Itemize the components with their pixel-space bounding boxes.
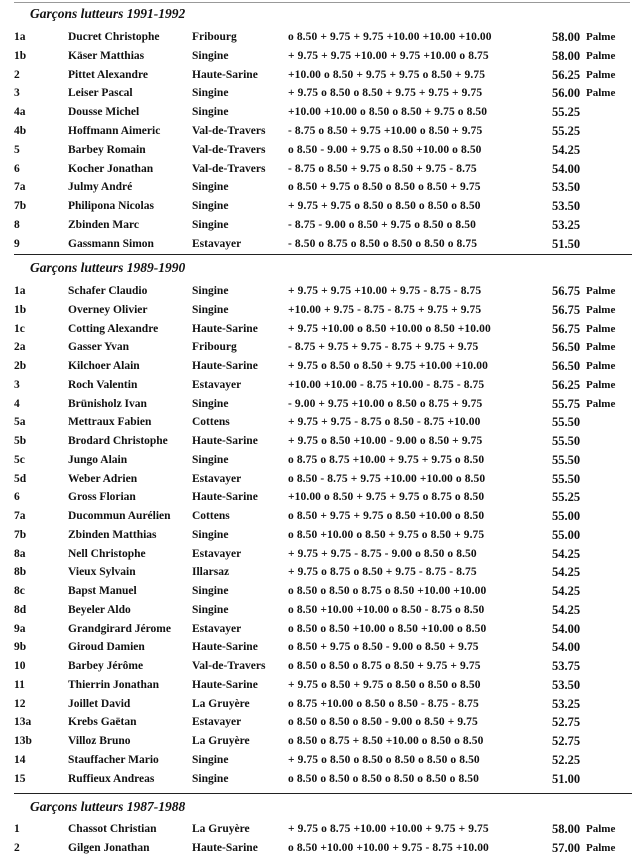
result-row [0, 160, 644, 178]
result-row [0, 601, 644, 619]
total-score: 58.00 [552, 822, 581, 836]
club-name: Estavayer [192, 547, 242, 560]
result-row [0, 235, 644, 253]
round-scores: - 8.75 + 9.75 + 9.75 - 8.75 + 9.75 + 9.75 [288, 341, 479, 354]
rank-cell: 9b [14, 641, 27, 654]
rank-cell: 2a [14, 341, 26, 354]
award-label: Palme [586, 68, 616, 81]
section-divider [14, 793, 632, 794]
result-row [0, 620, 644, 638]
wrestler-name: Chassot Christian [68, 823, 157, 835]
total-score: 54.25 [552, 584, 581, 598]
rank-cell: 2 [14, 841, 20, 854]
club-name: Singine [192, 585, 229, 597]
total-score: 55.00 [552, 509, 581, 523]
total-score: 56.75 [552, 284, 581, 298]
wrestler-name: Kocher Jonathan [68, 162, 154, 175]
club-name: Val-de-Travers [192, 162, 266, 175]
round-scores: +10.00 + 9.75 - 8.75 - 8.75 + 9.75 + 9.75 [288, 303, 482, 316]
result-row [0, 526, 644, 544]
total-score: 54.00 [552, 161, 581, 176]
wrestler-name: Gassmann Simon [68, 237, 154, 250]
wrestler-name: Mettraux Fabien [68, 416, 152, 429]
wrestler-name: Leiser Pascal [68, 87, 133, 100]
round-scores: o 8.50 - 8.75 + 9.75 +10.00 +10.00 o 8.50 [288, 472, 486, 485]
wrestler-name: Jungo Alain [68, 453, 128, 466]
result-row [0, 582, 644, 600]
rank-cell: 7a [14, 510, 26, 522]
result-row [0, 657, 644, 675]
award-label: Palme [586, 360, 616, 372]
total-score: 55.50 [552, 452, 581, 467]
wrestler-name: Pittet Alexandre [68, 68, 148, 81]
total-score: 57.00 [552, 840, 581, 855]
total-score: 53.25 [552, 218, 581, 232]
club-name: Singine [192, 772, 229, 785]
club-name: Haute-Sarine [192, 841, 258, 854]
club-name: Singine [192, 285, 229, 297]
rank-cell: 13b [14, 735, 32, 747]
rank-cell: 11 [14, 678, 25, 691]
wrestler-name: Ducret Christophe [68, 31, 160, 43]
wrestler-name: Grandgirard Jérome [68, 622, 171, 635]
total-score: 56.50 [552, 340, 581, 355]
award-label: Palme [586, 378, 616, 391]
award-label: Palme [586, 303, 616, 316]
club-name: Singine [192, 200, 229, 213]
round-scores: o 8.50 +10.00 o 8.50 + 9.75 o 8.50 + 9.75 [288, 528, 485, 541]
total-score: 54.25 [552, 602, 581, 617]
result-row [0, 282, 644, 300]
wrestler-name: Barbey Romain [68, 143, 146, 156]
award-label: Palme [586, 322, 616, 335]
rank-cell: 1b [14, 49, 27, 62]
total-score: 55.50 [552, 471, 581, 486]
wrestler-name: Ducommun Aurélien [68, 510, 171, 522]
total-score: 54.00 [552, 621, 581, 636]
result-row [0, 103, 644, 121]
total-score: 53.50 [552, 199, 581, 214]
result-row [0, 357, 644, 375]
club-name: Illarsaz [192, 566, 230, 579]
club-name: Val-de-Travers [192, 660, 266, 672]
rank-cell: 3 [14, 378, 20, 391]
wrestler-name: Dousse Michel [68, 106, 140, 119]
round-scores: - 8.75 o 8.50 + 9.75 +10.00 o 8.50 + 9.75 [288, 125, 483, 137]
wrestler-name: Gilgen Jonathan [68, 841, 150, 854]
round-scores: o 8.50 + 9.75 + 9.75 +10.00 +10.00 +10.00 [288, 31, 492, 43]
wrestler-name: Hoffmann Aimeric [68, 125, 161, 137]
wrestler-name: Thierrin Jonathan [68, 678, 160, 691]
result-row [0, 66, 644, 84]
rank-cell: 1b [14, 303, 27, 316]
wrestler-name: Schafer Claudio [68, 285, 148, 297]
round-scores: + 9.75 o 8.50 +10.00 - 9.00 o 8.50 + 9.75 [288, 435, 483, 447]
rank-cell: 1a [14, 285, 26, 297]
round-scores: +10.00 +10.00 o 8.50 o 8.50 + 9.75 o 8.50 [288, 106, 488, 119]
wrestler-name: Overney Olivier [68, 303, 148, 316]
club-name: Singine [192, 528, 229, 541]
rank-cell: 13a [14, 716, 32, 729]
total-score: 56.75 [552, 321, 581, 336]
club-name: Singine [192, 87, 229, 100]
total-score: 56.50 [552, 359, 581, 373]
rank-cell: 7b [14, 200, 27, 213]
total-score: 55.75 [552, 396, 581, 411]
rank-cell: 10 [14, 660, 26, 672]
result-row [0, 563, 644, 581]
club-name: Singine [192, 49, 229, 62]
rank-cell: 1a [14, 31, 26, 43]
result-row [0, 732, 644, 750]
wrestler-name: Julmy André [68, 181, 133, 194]
rank-cell: 8d [14, 603, 27, 616]
section-title: Garçons lutteurs 1991-1992 [30, 6, 186, 21]
result-row [0, 301, 644, 319]
result-row [0, 820, 644, 838]
result-row [0, 451, 644, 469]
round-scores: + 9.75 o 8.75 +10.00 +10.00 + 9.75 + 9.75 [288, 823, 489, 835]
round-scores: o 8.75 o 8.75 +10.00 + 9.75 + 9.75 o 8.50 [288, 453, 485, 466]
rank-cell: 12 [14, 697, 26, 710]
rank-cell: 2 [14, 68, 20, 81]
round-scores: - 8.50 o 8.75 o 8.50 o 8.50 o 8.50 o 8.75 [288, 237, 478, 250]
club-name: Fribourg [192, 341, 237, 354]
total-score: 52.75 [552, 734, 581, 748]
award-label: Palme [586, 823, 616, 835]
round-scores: + 9.75 +10.00 o 8.50 +10.00 o 8.50 +10.00 [288, 322, 491, 335]
round-scores: +10.00 o 8.50 + 9.75 + 9.75 o 8.50 + 9.75 [288, 68, 486, 81]
club-name: Estavayer [192, 716, 242, 729]
rank-cell: 8b [14, 566, 27, 579]
round-scores: o 8.50 o 8.50 o 8.75 o 8.50 +10.00 +10.00 [288, 585, 487, 597]
result-row [0, 197, 644, 215]
rank-cell: 4 [14, 397, 20, 410]
result-row [0, 432, 644, 450]
wrestler-name: Beyeler Aldo [68, 603, 131, 616]
section-title: Garçons lutteurs 1987-1988 [30, 799, 186, 814]
total-score: 53.75 [552, 659, 581, 673]
round-scores: - 8.75 o 8.50 + 9.75 o 8.50 + 9.75 - 8.75 [288, 162, 477, 175]
rank-cell: 5b [14, 435, 27, 447]
result-row [0, 713, 644, 731]
award-label: Palme [586, 285, 616, 297]
result-row [0, 507, 644, 525]
club-name: Val-de-Travers [192, 143, 266, 156]
rank-cell: 15 [14, 772, 26, 785]
wrestler-name: Kilchoer Alain [68, 360, 140, 372]
result-row [0, 320, 644, 338]
club-name: Singine [192, 181, 229, 194]
wrestler-name: Barbey Jérôme [68, 660, 144, 672]
club-name: Singine [192, 453, 229, 466]
result-row [0, 216, 644, 234]
club-name: Singine [192, 303, 229, 316]
result-row [0, 122, 644, 140]
club-name: Cottens [192, 416, 230, 429]
result-row [0, 638, 644, 656]
round-scores: + 9.75 o 8.50 o 8.50 + 9.75 + 9.75 + 9.75 [288, 87, 483, 100]
result-row [0, 376, 644, 394]
wrestler-name: Zbinden Matthias [68, 528, 157, 541]
club-name: Singine [192, 219, 229, 231]
round-scores: +10.00 o 8.50 + 9.75 + 9.75 o 8.75 o 8.50 [288, 491, 485, 504]
club-name: Haute-Sarine [192, 641, 258, 654]
round-scores: o 8.50 +10.00 +10.00 + 9.75 - 8.75 +10.00 [288, 841, 489, 854]
round-scores: + 9.75 + 9.75 +10.00 + 9.75 +10.00 o 8.75 [288, 49, 489, 62]
round-scores: o 8.50 +10.00 +10.00 o 8.50 - 8.75 o 8.50 [288, 603, 485, 616]
round-scores: + 9.75 + 9.75 +10.00 + 9.75 - 8.75 - 8.75 [288, 285, 482, 297]
rank-cell: 14 [14, 753, 26, 766]
rank-cell: 1 [14, 823, 20, 835]
wrestler-name: Ruffieux Andreas [68, 772, 155, 785]
wrestler-name: Gross Florian [68, 491, 136, 504]
wrestler-name: Weber Adrien [68, 472, 138, 485]
round-scores: - 8.75 - 9.00 o 8.50 + 9.75 o 8.50 o 8.50 [288, 219, 476, 231]
wrestler-name: Nell Christophe [68, 547, 146, 560]
total-score: 51.00 [552, 771, 581, 786]
club-name: Estavayer [192, 472, 242, 485]
round-scores: + 9.75 + 9.75 - 8.75 - 9.00 o 8.50 o 8.50 [288, 547, 477, 560]
club-name: Haute-Sarine [192, 360, 258, 372]
wrestler-name: Krebs Gaëtan [68, 716, 137, 729]
club-name: Haute-Sarine [192, 491, 258, 504]
result-row [0, 178, 644, 196]
total-score: 56.00 [552, 86, 581, 101]
result-row [0, 751, 644, 769]
round-scores: o 8.50 o 8.50 o 8.50 - 9.00 o 8.50 + 9.75 [288, 716, 478, 729]
total-score: 56.25 [552, 377, 581, 392]
club-name: Estavayer [192, 378, 242, 391]
total-score: 53.50 [552, 180, 581, 195]
total-score: 54.25 [552, 565, 581, 580]
rank-cell: 7b [14, 528, 27, 541]
result-row [0, 395, 644, 413]
club-name: Singine [192, 603, 229, 616]
section-title: Garçons lutteurs 1989-1990 [30, 260, 186, 275]
result-row [0, 695, 644, 713]
total-score: 54.25 [552, 142, 581, 157]
club-name: Cottens [192, 510, 230, 522]
total-score: 53.25 [552, 696, 581, 711]
total-score: 56.25 [552, 67, 581, 82]
result-row [0, 676, 644, 694]
club-name: Estavayer [192, 622, 242, 635]
result-row [0, 545, 644, 563]
wrestler-name: Vieux Sylvain [68, 566, 136, 579]
club-name: Singine [192, 753, 229, 766]
round-scores: o 8.50 o 8.75 + 8.50 +10.00 o 8.50 o 8.50 [288, 735, 484, 747]
award-label: Palme [586, 841, 616, 854]
rank-cell: 4b [14, 125, 27, 137]
total-score: 58.00 [552, 30, 581, 44]
total-score: 54.00 [552, 640, 581, 655]
round-scores: o 8.50 + 9.75 + 9.75 o 8.50 +10.00 o 8.50 [288, 510, 485, 522]
round-scores: - 9.00 + 9.75 +10.00 o 8.50 o 8.75 + 9.75 [288, 397, 483, 410]
club-name: La Gruyère [192, 697, 250, 710]
rank-cell: 8 [14, 219, 20, 231]
rank-cell: 8c [14, 585, 25, 597]
result-row [0, 839, 644, 857]
total-score: 55.25 [552, 124, 581, 138]
total-score: 52.25 [552, 752, 581, 767]
club-name: Singine [192, 397, 229, 410]
rank-cell: 6 [14, 491, 20, 504]
total-score: 58.00 [552, 48, 581, 63]
rank-cell: 3 [14, 87, 20, 100]
rank-cell: 5 [14, 143, 20, 156]
club-name: Singine [192, 106, 229, 119]
round-scores: +10.00 +10.00 - 8.75 +10.00 - 8.75 - 8.75 [288, 378, 485, 391]
rank-cell: 5a [14, 416, 26, 429]
round-scores: o 8.50 o 8.50 o 8.75 o 8.50 + 9.75 + 9.75 [288, 660, 481, 672]
total-score: 53.50 [552, 677, 581, 692]
total-score: 54.25 [552, 546, 581, 561]
wrestler-name: Cotting Alexandre [68, 322, 159, 335]
result-row [0, 770, 644, 788]
award-label: Palme [586, 87, 616, 100]
rank-cell: 2b [14, 360, 27, 372]
wrestler-name: Brodard Christophe [68, 435, 168, 447]
award-label: Palme [586, 49, 616, 62]
rank-cell: 9a [14, 622, 26, 635]
result-row [0, 47, 644, 65]
round-scores: + 9.75 o 8.50 o 8.50 + 9.75 +10.00 +10.00 [288, 360, 488, 372]
result-row [0, 413, 644, 431]
club-name: Estavayer [192, 237, 242, 250]
round-scores: + 9.75 + 9.75 - 8.75 o 8.50 - 8.75 +10.00 [288, 416, 481, 429]
rank-cell: 5d [14, 472, 27, 485]
wrestler-name: Bapst Manuel [68, 585, 137, 597]
result-row [0, 28, 644, 46]
club-name: Val-de-Travers [192, 125, 266, 137]
result-row [0, 488, 644, 506]
round-scores: + 9.75 o 8.75 o 8.50 + 9.75 - 8.75 - 8.75 [288, 566, 477, 579]
total-score: 55.00 [552, 527, 581, 542]
total-score: 52.75 [552, 715, 581, 730]
club-name: La Gruyère [192, 823, 250, 835]
wrestler-name: Philipona Nicolas [68, 200, 154, 213]
award-label: Palme [586, 341, 616, 354]
wrestler-name: Käser Matthias [68, 49, 145, 62]
rank-cell: 8a [14, 547, 26, 560]
round-scores: o 8.50 + 9.75 o 8.50 - 9.00 o 8.50 + 9.75 [288, 641, 479, 654]
club-name: La Gruyère [192, 735, 250, 747]
wrestler-name: Zbinden Marc [68, 219, 140, 231]
club-name: Haute-Sarine [192, 678, 258, 691]
wrestler-name: Villoz Bruno [68, 735, 131, 747]
total-score: 55.50 [552, 415, 581, 430]
award-label: Palme [586, 31, 616, 43]
club-name: Haute-Sarine [192, 435, 258, 447]
round-scores: o 8.75 +10.00 o 8.50 o 8.50 - 8.75 - 8.75 [288, 697, 479, 710]
total-score: 55.25 [552, 105, 581, 120]
round-scores: o 8.50 + 9.75 o 8.50 o 8.50 o 8.50 + 9.75 [288, 181, 481, 194]
rank-cell: 9 [14, 237, 20, 250]
rank-cell: 1c [14, 322, 25, 335]
top-divider [14, 2, 630, 3]
award-label: Palme [586, 397, 616, 410]
round-scores: + 9.75 o 8.50 o 8.50 o 8.50 o 8.50 o 8.50 [288, 753, 480, 766]
club-name: Haute-Sarine [192, 322, 258, 335]
round-scores: o 8.50 o 8.50 +10.00 o 8.50 +10.00 o 8.50 [288, 622, 487, 635]
result-row [0, 338, 644, 356]
result-row [0, 141, 644, 159]
round-scores: o 8.50 o 8.50 o 8.50 o 8.50 o 8.50 o 8.50 [288, 772, 479, 785]
round-scores: o 8.50 - 9.00 + 9.75 o 8.50 +10.00 o 8.50 [288, 143, 482, 156]
rank-cell: 6 [14, 162, 20, 175]
total-score: 56.75 [552, 302, 581, 317]
wrestler-name: Roch Valentin [68, 378, 138, 391]
rank-cell: 4a [14, 106, 26, 119]
result-row [0, 470, 644, 488]
total-score: 51.50 [552, 236, 581, 251]
section-divider [14, 254, 632, 255]
wrestler-name: Joillet David [68, 697, 131, 710]
total-score: 55.50 [552, 434, 581, 448]
rank-cell: 7a [14, 181, 26, 194]
club-name: Haute-Sarine [192, 68, 258, 81]
wrestler-name: Brünisholz Ivan [68, 397, 147, 410]
wrestler-name: Giroud Damien [68, 641, 145, 654]
total-score: 55.25 [552, 490, 581, 505]
round-scores: + 9.75 + 9.75 o 8.50 o 8.50 o 8.50 o 8.50 [288, 200, 481, 213]
club-name: Fribourg [192, 31, 237, 43]
result-row [0, 84, 644, 102]
wrestler-name: Gasser Yvan [68, 341, 130, 354]
round-scores: + 9.75 o 8.50 + 9.75 o 8.50 o 8.50 o 8.50 [288, 678, 481, 691]
wrestler-name: Stauffacher Mario [68, 753, 159, 766]
rank-cell: 5c [14, 453, 25, 466]
